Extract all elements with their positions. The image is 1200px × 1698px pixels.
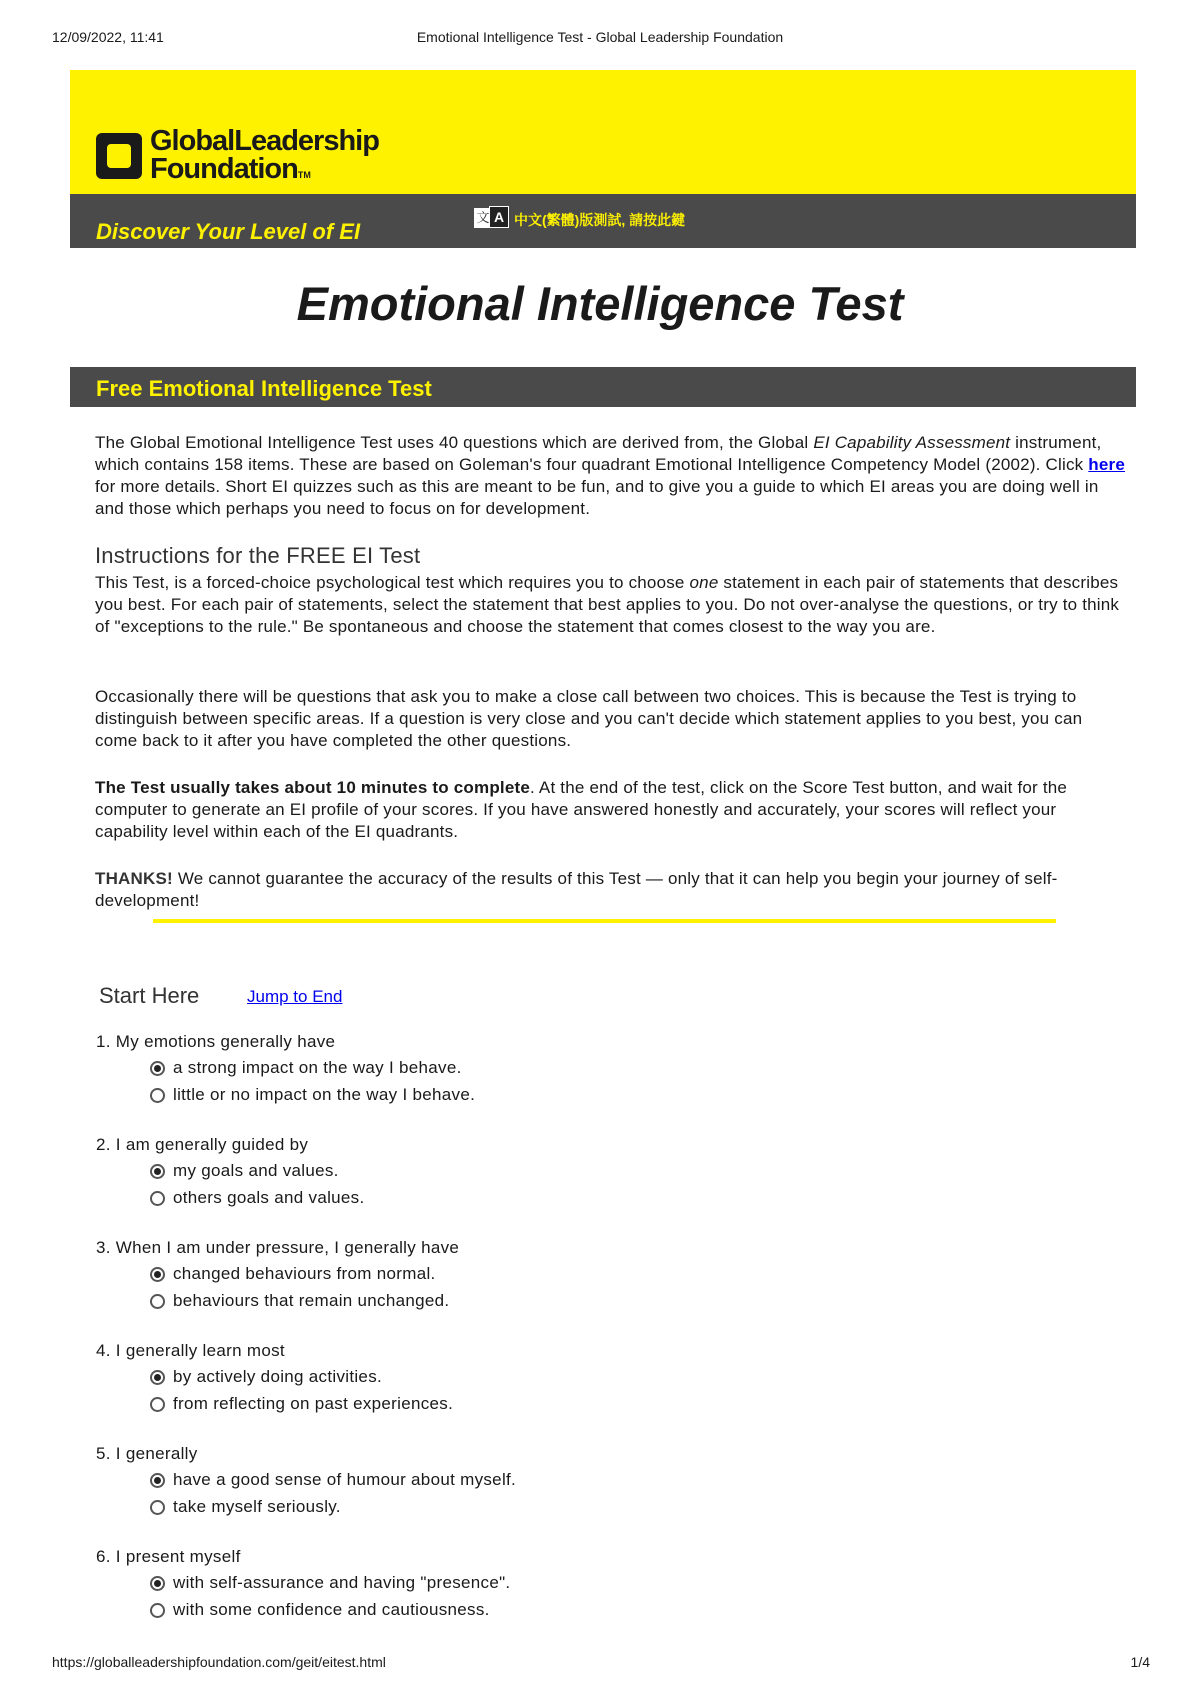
- print-timestamp: 12/09/2022, 11:41: [52, 29, 164, 45]
- chinese-version-link[interactable]: [474, 202, 685, 238]
- radio-unselected-icon[interactable]: [150, 1088, 165, 1103]
- jump-to-end-link[interactable]: Jump to End: [247, 987, 343, 1006]
- answer-option-b[interactable]: little or no impact on the way I behave.: [150, 1083, 475, 1107]
- radio-unselected-icon[interactable]: [150, 1500, 165, 1515]
- instructions-paragraph-1: This Test, is a forced-choice psychological test which requires you to choose one statement in each pair of statements that describes you best. For each pair of statements, select the statement that best applies to you. Do not over-analyse the questions, or try to think of "exceptions to the rule." Be spontaneous and choose the statement that comes closest to the way you are.: [95, 573, 1120, 636]
- question-4: [96, 1341, 1096, 1437]
- details-link[interactable]: here: [1088, 455, 1125, 474]
- section-title: Free Emotional Intelligence Test: [96, 376, 432, 401]
- radio-selected-icon[interactable]: [150, 1267, 165, 1282]
- answer-option-a[interactable]: have a good sense of humour about myself.: [150, 1468, 516, 1492]
- site-logo[interactable]: [96, 125, 436, 189]
- question-text: 1. My emotions generally have: [96, 1032, 336, 1051]
- translate-icon: 文 A: [474, 204, 508, 236]
- intro-paragraph: The Global Emotional Intelligence Test uses 40 questions which are derived from, the Global EI Capability Assessment instrument, which contains 158 items. These are based on Goleman's four quadrant Emotional Intelligence Competency Model (2002). Click here for more details. Short EI quizzes such as this are meant to be fun, and to give you a guide to which EI areas you are doing well in and those which perhaps you need to focus on for development.: [95, 433, 1125, 518]
- print-header: [0, 29, 1200, 49]
- question-text: 6. I present myself: [96, 1547, 241, 1566]
- question-2: [96, 1135, 1096, 1231]
- question-text: 2. I am generally guided by: [96, 1135, 309, 1154]
- logo-wordmark: GlobalLeadership FoundationTM: [150, 125, 379, 185]
- print-page-title: Emotional Intelligence Test - Global Leadership Foundation: [416, 29, 784, 45]
- question-text: 5. I generally: [96, 1444, 198, 1463]
- start-here-heading: Start Here: [99, 983, 200, 1008]
- question-1: [96, 1032, 1096, 1128]
- answer-option-b[interactable]: from reflecting on past experiences.: [150, 1392, 453, 1416]
- instructions-paragraph-2: Occasionally there will be questions that ask you to make a close call between two choices. This is because the Test is trying to distinguish between specific areas. If a question is very close and you can't decide which statement applies to you best, you can come back to it after you have completed the other questions.: [95, 687, 1083, 750]
- answer-option-a[interactable]: with self-assurance and having "presence".: [150, 1571, 510, 1595]
- radio-selected-icon[interactable]: [150, 1164, 165, 1179]
- answer-option-b[interactable]: take myself seriously.: [150, 1495, 341, 1519]
- section-header: [70, 367, 1136, 407]
- radio-unselected-icon[interactable]: [150, 1397, 165, 1412]
- answer-option-a[interactable]: changed behaviours from normal.: [150, 1262, 436, 1286]
- radio-unselected-icon[interactable]: [150, 1294, 165, 1309]
- question-text: 3. When I am under pressure, I generally have: [96, 1238, 460, 1257]
- question-3: [96, 1238, 1096, 1334]
- radio-selected-icon[interactable]: [150, 1370, 165, 1385]
- banner-subbar: [70, 194, 1136, 248]
- page-title: Emotional Intelligence Test: [296, 277, 904, 330]
- question-6: [96, 1547, 1096, 1643]
- radio-unselected-icon[interactable]: [150, 1191, 165, 1206]
- instructions-paragraph-3: The Test usually takes about 10 minutes to complete. At the end of the test, click on the Score Test button, and wait for the computer to generate an EI profile of your scores. If you have answered honestly and accurately, your scores will reflect your capability level within each of the EI quadrants.: [95, 778, 1068, 841]
- thanks-paragraph: THANKS! We cannot guarantee the accuracy of the results of this Test — only that it can help you begin your journey of self-development!: [95, 869, 1058, 910]
- answer-option-a[interactable]: by actively doing activities.: [150, 1365, 382, 1389]
- site-banner: [70, 70, 1136, 248]
- tagline: Discover Your Level of EI: [96, 219, 361, 244]
- print-url: https://globalleadershipfoundation.com/geit/eitest.html: [52, 1654, 386, 1670]
- answer-option-a[interactable]: a strong impact on the way I behave.: [150, 1056, 462, 1080]
- divider: [153, 919, 1056, 923]
- radio-selected-icon[interactable]: [150, 1473, 165, 1488]
- chinese-version-label: 中文(繁體)版測試, 請按此鍵: [514, 212, 686, 228]
- answer-option-b[interactable]: with some confidence and cautiousness.: [150, 1598, 490, 1622]
- radio-selected-icon[interactable]: [150, 1061, 165, 1076]
- radio-unselected-icon[interactable]: [150, 1603, 165, 1618]
- logo-mark-icon: [96, 133, 142, 179]
- question-5: [96, 1444, 1096, 1540]
- question-text: 4. I generally learn most: [96, 1341, 285, 1360]
- answer-option-a[interactable]: my goals and values.: [150, 1159, 339, 1183]
- instructions-heading: Instructions for the FREE EI Test: [95, 543, 421, 568]
- answer-option-b[interactable]: others goals and values.: [150, 1186, 365, 1210]
- radio-selected-icon[interactable]: [150, 1576, 165, 1591]
- answer-option-b[interactable]: behaviours that remain unchanged.: [150, 1289, 449, 1313]
- page-number: 1/4: [1130, 1654, 1150, 1670]
